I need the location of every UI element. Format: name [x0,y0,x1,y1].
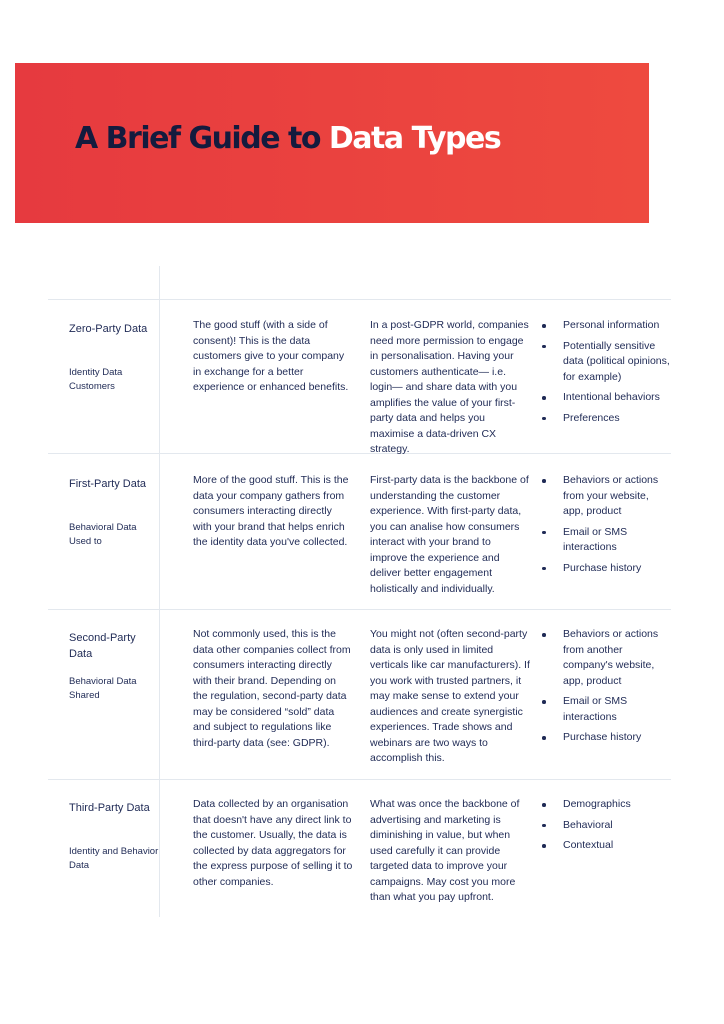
list-item [540,525,670,556]
bullet-icon [542,417,546,421]
title-part-two: Data Types [328,121,501,156]
column-divider [159,266,160,917]
list-item-label: Intentional behaviors [563,391,660,403]
bullet-icon [542,700,546,704]
list-item [540,730,670,746]
list-item [540,694,670,725]
data-type-description: Not commonly used, this is the data other companies collect from consumers interacting directly with their brand. Depending on the regulation, second-party data may be considered “sold” data and subject to regulations like third-party data (see: GDPR). [193,628,351,749]
data-type-detail: First-party data is the backbone of understanding the customer experience. With first-party data, you can analise how consumers interact with your brand to improve the experience and deliver better engagement holistically and individually. [370,474,529,595]
row-divider [48,779,671,780]
list-item [540,561,670,577]
bullet-icon [542,324,546,328]
list-item-label: Email or SMS interactions [563,695,628,723]
data-type-name: Zero-Party Data [69,323,148,335]
row-divider [48,609,671,610]
title-banner [15,63,649,223]
data-type-name: First-Party Data [69,478,147,490]
examples-list [540,318,670,431]
bullet-icon [542,803,546,807]
list-item-label: Purchase history [563,561,642,574]
data-type-name: Third-Party Data [69,802,150,814]
list-item [540,411,670,427]
data-type-subtitle: Behavioral Data Used to [69,522,137,547]
data-type-name: Second-Party Data [69,632,136,660]
bullet-icon [542,567,546,571]
list-item [540,818,670,834]
data-type-detail: In a post-GDPR world, companies need more permission to engage in personalisation. Having your customers authenticate— i.e. login— and share data with you amplifies the value of your first-party data and helps you maximise a data-driven CX strategy. [370,319,529,455]
list-item-label: Personal information [563,319,660,331]
data-type-subtitle: Identity and Behavior Data [69,846,159,871]
row-divider [48,453,671,454]
list-item-label: Potentially sensitive data (political opinions, for example) [563,339,670,383]
list-item [540,339,670,386]
list-item-label: Behaviors or actions from another company's website, app, product [563,628,659,687]
bullet-icon [542,531,546,535]
list-item [540,473,670,520]
page-title [75,119,500,159]
row-divider [48,299,671,300]
bullet-icon [542,345,546,349]
data-type-detail: What was once the backbone of advertising and marketing is diminishing in value, but when used carefully it can provide targeted data to improve your campaigns. May cost you more than what you pay upfront. [370,798,520,903]
list-item-label: Behaviors or actions from your website, app, product [563,474,659,517]
data-type-description: The good stuff (with a side of consent)! This is the data customers give to your company in exchange for a better experience or enhanced benefits. [193,319,349,393]
list-item-label: Contextual [563,839,614,851]
list-item-label: Behavioral [563,818,613,831]
examples-list [540,627,670,751]
list-item [540,390,670,406]
data-type-description: More of the good stuff. This is the data your company gathers from consumers interacting directly with your brand that helps enrich the identity data you've collected. [193,474,349,548]
list-item [540,318,670,334]
data-type-detail: You might not (often second-party data is only used in limited verticals like car manufacturers). If you work with trusted partners, it may make sense to extend your audiences and create synergistic experiences. Trade shows and webinars are two ways to accomplish this. [370,628,530,764]
examples-list [540,473,670,581]
list-item [540,838,670,854]
list-item [540,797,670,813]
data-type-description: Data collected by an organisation that doesn't have any direct link to the customer. Usually, the data is collected by data aggregators for the express purpose of selling it to other companies. [193,798,353,888]
list-item-label: Purchase history [563,731,642,743]
list-item-label: Demographics [563,798,631,810]
title-part-one: A Brief Guide to [75,121,320,156]
data-type-subtitle: Behavioral Data Shared [69,676,137,701]
list-item [540,627,670,689]
bullet-icon [542,824,546,828]
bullet-icon [542,633,546,637]
data-type-subtitle: Identity Data Customers [69,367,123,392]
bullet-icon [542,844,546,848]
list-item-label: Email or SMS interactions [563,525,628,553]
bullet-icon [542,479,546,483]
bullet-icon [542,396,546,400]
list-item-label: Preferences [563,411,620,424]
bullet-icon [542,736,546,740]
examples-list [540,797,670,859]
